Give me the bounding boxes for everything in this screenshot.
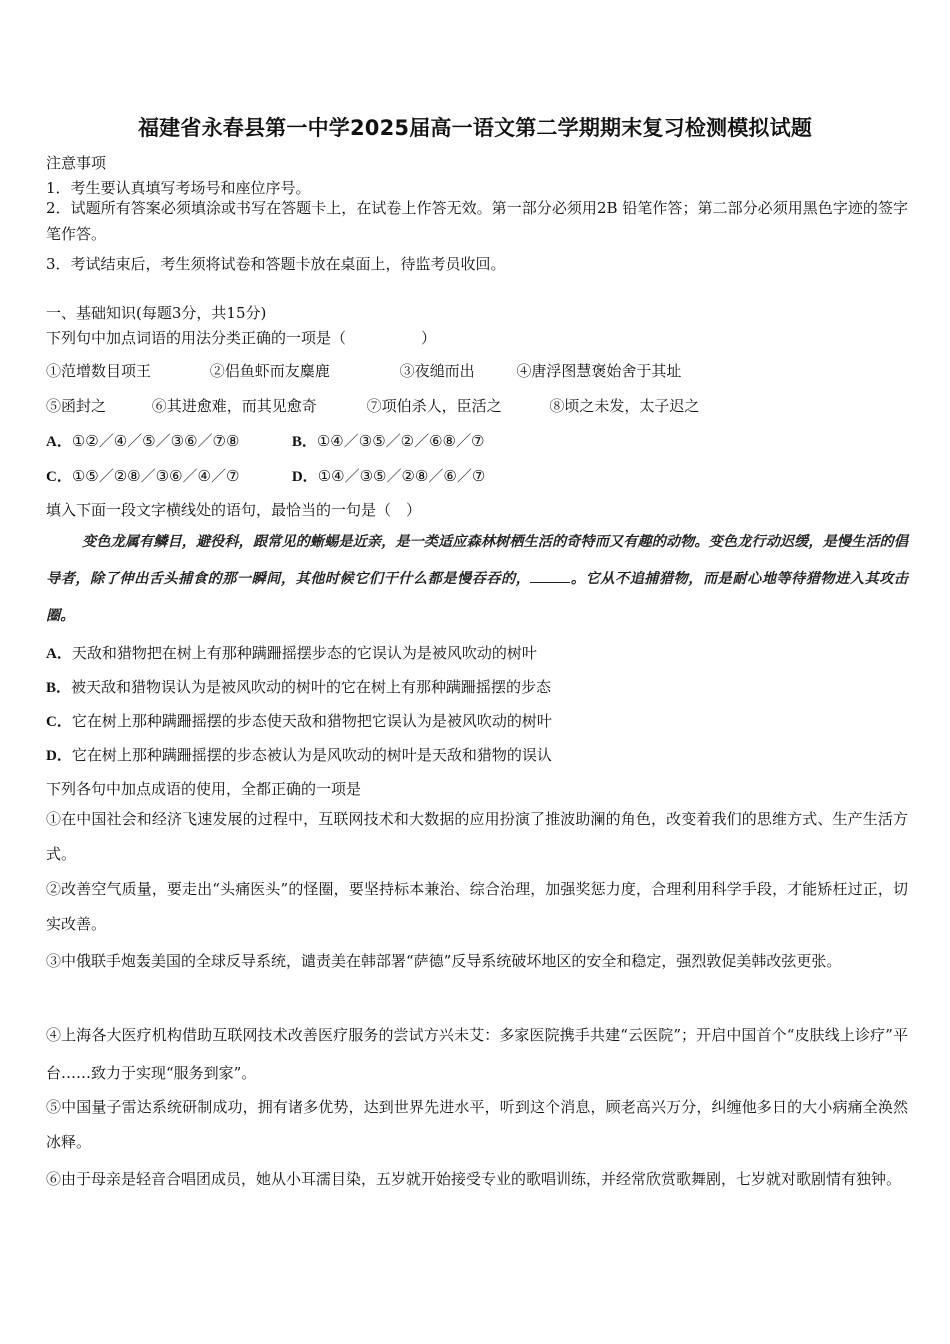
answer-blank: [530, 568, 570, 583]
q1-items-row2: [46, 395, 699, 416]
option-label-b: B．: [291, 434, 317, 450]
q2-option-b: [46, 676, 551, 697]
section-heading: 一、基础知识(每题3分，共15分): [46, 304, 267, 322]
q1-options-cd: [46, 465, 485, 486]
q3-item-4: ④上海各大医疗机构借助互联网技术改善医疗服务的尝试方兴未艾：多家医院携手共建“云医院”；开启中国首个“皮肤线上诊疗”平台……致力于实现“服务到家”。: [46, 1026, 908, 1082]
option-label: D．: [46, 748, 72, 764]
q1-item: ⑥其进愈难，而其见愈奇: [151, 397, 317, 415]
q3-item-3: ③中俄联手炮轰美国的全球反导系统，谴责美在韩部署“萨德”反导系统破坏地区的安全和稳定，强烈敦促美韩改弦更张。: [46, 952, 842, 970]
notice-item-3: 3．考试结束后，考生须将试卷和答题卡放在桌面上，待监考员收回。: [46, 255, 506, 273]
q1-item: ②侣鱼虾而友麋鹿: [209, 362, 330, 380]
option-text: 它在树上那种蹒跚摇摆的步态被认为是风吹动的树叶是天敌和猎物的误认: [71, 746, 552, 764]
q2-option-a: [46, 642, 537, 663]
option-text-b: ①④／③⑤／②／⑥⑧／⑦: [316, 432, 485, 450]
q3-item-1: ①在中国社会和经济飞速发展的过程中，互联网技术和大数据的应用扮演了推波助澜的角色，改变着我们的思维方式、生产生活方式。: [46, 810, 908, 863]
q2-passage: [46, 524, 908, 635]
option-text: 天敌和猎物把在树上有那种蹒跚摇摆步态的它误认为是被风吹动的树叶: [71, 644, 537, 662]
q1-item: ③夜缒而出: [399, 362, 475, 380]
q1-options-ab: [46, 430, 484, 451]
option-label-c: C．: [46, 469, 72, 485]
option-text-a: ①②／④／⑤／③⑥／⑦⑧: [71, 432, 240, 450]
q1-item: ⑤函封之: [46, 397, 107, 415]
option-text-c: ①⑤／②⑧／③⑥／④／⑦: [71, 467, 240, 485]
q2-option-c: [46, 710, 552, 731]
notice-item-2: 2．试题所有答案必须填涂或书写在答题卡上，在试卷上作答无效。第一部分必须用2B 铅笔作答；第二部分必须用黑色字迹的签字笔作答。: [46, 199, 908, 243]
q2-stem: 填入下面一段文字横线处的语句，最恰当的一句是（ ）: [46, 501, 422, 519]
option-label: C．: [46, 714, 72, 730]
q1-items-row1: [46, 360, 681, 381]
q1-item: ⑦项伯杀人，臣活之: [366, 397, 502, 415]
option-text: 被天敌和猎物误认为是被风吹动的树叶的它在树上有那种蹒跚摇摆的步态: [71, 678, 552, 696]
page-title: 福建省永春县第一中学2025届高一语文第二学期期末复习检测模拟试题: [137, 116, 813, 140]
q3-item-5: ⑤中国量子雷达系统研制成功，拥有诸多优势，达到世界先进水平，听到这个消息，顾老高兴万分，纠缠他多日的大小病痛全涣然冰释。: [46, 1098, 908, 1151]
option-text: 它在树上那种蹒跚摇摆的步态使天敌和猎物把它误认为是被风吹动的树叶: [71, 712, 552, 730]
q3-item-2: ②改善空气质量，要走出“头痛医头”的怪圈，要坚持标本兼治、综合治理，加强奖惩力度，合理利用科学手段，才能矫枉过正，切实改善。: [46, 880, 908, 933]
q3-stem: 下列各句中加点成语的使用，全都正确的一项是: [46, 780, 362, 798]
notice-item-1: 1．考生要认真填写考场号和座位序号。: [46, 179, 311, 197]
q2-option-d: [46, 744, 552, 765]
notice-heading: 注意事项: [46, 154, 107, 172]
passage-text-after: 。它从不追捕猎物，而是耐心地等待猎物进入其攻击圈。: [46, 571, 908, 624]
q1-stem: 下列句中加点词语的用法分类正确的一项是（ ）: [46, 329, 437, 347]
option-label: B．: [46, 680, 72, 696]
passage-text-before: 变色龙属有鳞目，避役科，跟常见的蜥蜴是近亲，是一类适应森林树栖生活的奇特而又有趣的动物。变色龙行动迟缓，是慢生活的倡导者，除了伸出舌头捕食的那一瞬间，其他时候它们干什么都是慢吞吞的，: [46, 534, 908, 587]
q1-item: ④唐浮图慧褒始舍于其址: [516, 362, 682, 380]
q1-item: ⑧顷之未发，太子迟之: [549, 397, 700, 415]
option-text-d: ①④／③⑤／②⑧／⑥／⑦: [317, 467, 486, 485]
option-label-d: D．: [291, 469, 318, 485]
q1-item: ①范增数目项王: [46, 362, 152, 380]
option-label-a: A．: [46, 434, 72, 450]
option-label: A．: [46, 646, 72, 662]
q3-item-6: ⑥由于母亲是轻音合唱团成员，她从小耳濡目染，五岁就开始接受专业的歌唱训练，并经常欣赏歌舞剧，七岁就对歌剧情有独钟。: [46, 1170, 902, 1188]
